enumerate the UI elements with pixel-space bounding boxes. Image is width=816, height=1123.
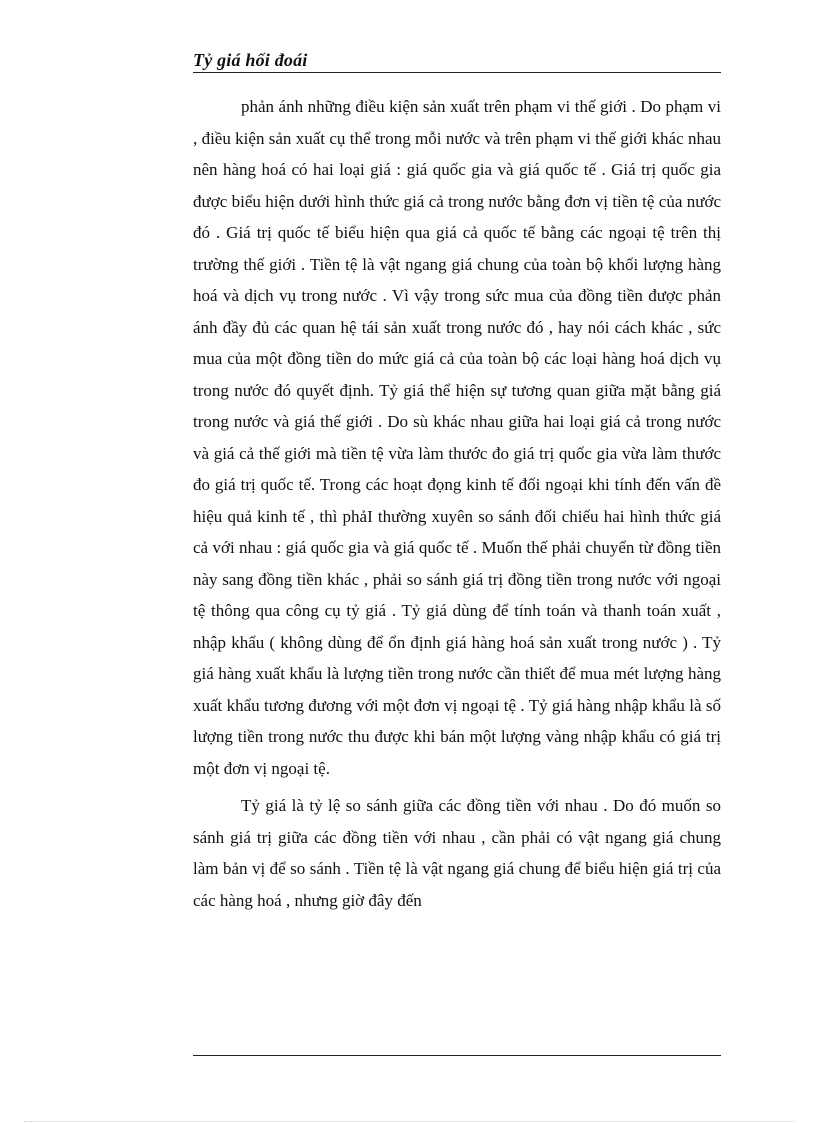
- paragraph-1: phản ánh những điều kiện sản xuất trên phạm vi thế giới . Do phạm vi , điều kiện sản xuất cụ thể trong mỗi nước và trên phạm vi thế giới khác nhau nên hàng hoá có hai loại giá : giá quốc gia và giá quốc tế . Giá trị quốc gia được biểu hiện dưới hình thức giá cả trong nước bằng đơn vị tiền tệ của nước đó . Giá trị quốc tế biểu hiện qua giá cả quốc tế bằng các ngoại tệ trên thị trường thế giới . Tiền tệ là vật ngang giá chung của toàn bộ khối lượng hàng hoá và dịch vụ trong nước . Vì vậy trong sức mua của đồng tiền được phản ánh đầy đủ các quan hệ tái sản xuất trong nước đó , hay nói cách khác , sức mua của một đồng tiền do mức giá cả của toàn bộ các loại hàng hoá dịch vụ trong nước đó quyết định. Tỷ giá thể hiện sự tương quan giữa mặt bằng giá trong nước và giá thế giới . Do sù khác nhau giữa hai loại giá cả trong nước và giá cả thế giới mà tiền tệ vừa làm thước đo giá trị quốc gia vừa làm thước đo giá trị quốc tế. Trong các hoạt đọng kinh tế đối ngoại khi tính đến vấn đề hiệu quả kinh tế , thì phảI thường xuyên so sánh đối chiếu hai hình thức giá cả với nhau : giá quốc gia và giá quốc tế . Muốn thế phải chuyển từ đồng tiền này sang đồng tiền khác , phải so sánh giá trị đồng tiền trong nước với ngoại tệ thông qua công cụ tỷ giá . Tỷ giá dùng để tính toán và thanh toán xuất , nhập khẩu ( không dùng để ổn định giá hàng hoá sản xuất trong nước ) . Tỷ giá hàng xuất khẩu là lượng tiền trong nước cần thiết để mua mét lượng hàng xuất khẩu tương đương với một đơn vị ngoại tệ . Tỷ giá hàng nhập khẩu là số lượng tiền trong nước thu được khi bán một lượng vàng nhập khẩu có giá trị một đơn vị ngoại tệ.: [193, 97, 721, 778]
- header-title: Tỷ giá hối đoái: [193, 50, 308, 70]
- page-header: [193, 48, 721, 73]
- paragraph-2: Tỷ giá là tỷ lệ so sánh giữa các đồng tiền với nhau . Do đó muốn so sánh giá trị giữa các đồng tiền với nhau , cần phải có vật ngang giá chung làm bản vị để so sánh . Tiền tệ là vật ngang giá chung để biểu hiện giá trị của các hàng hoá , nhưng giờ đây đến: [193, 796, 721, 910]
- body-text: [193, 91, 721, 916]
- footer-rule: [193, 1055, 721, 1056]
- page-edge: [24, 1121, 794, 1122]
